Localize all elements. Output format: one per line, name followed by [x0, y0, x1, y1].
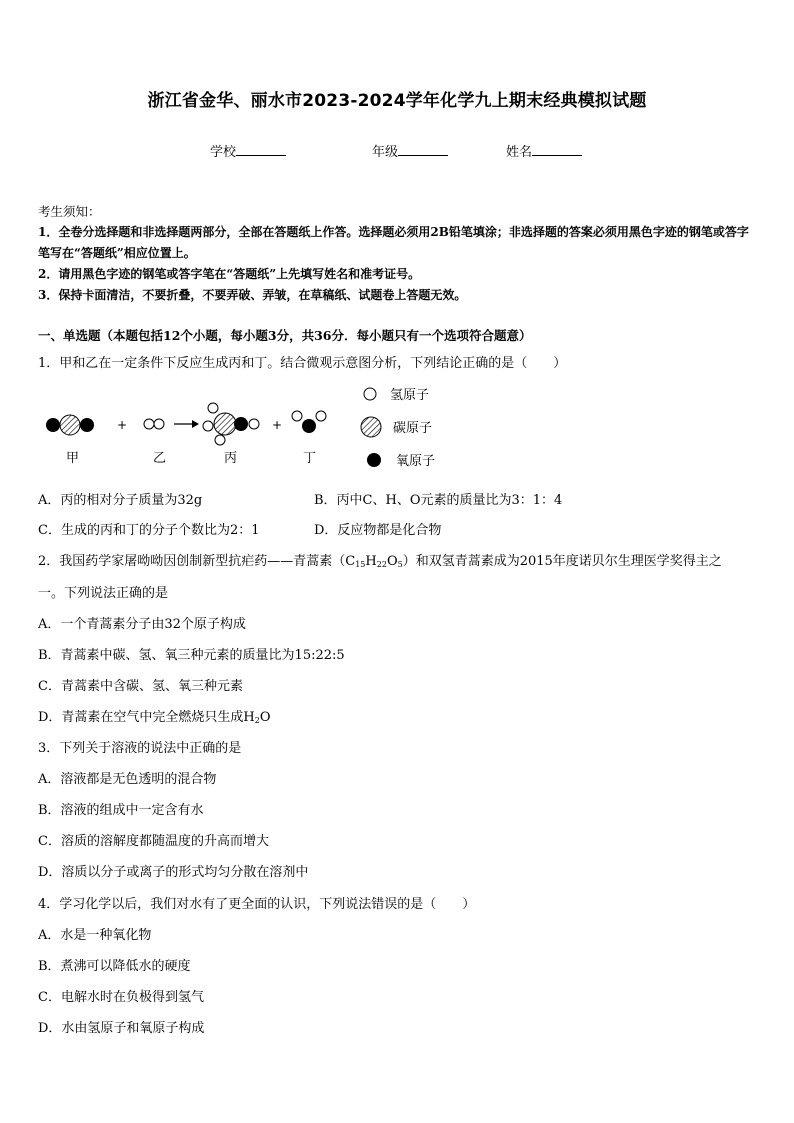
notice-item-1: 1．全卷分选择题和非选择题两部分，全部在答题纸上作答。选择题必须用2B铅笔填涂；非选择题的答案必须用黑色字迹的钢笔或答字笔写在“答题纸”相应位置上。 — [38, 225, 749, 260]
q2-stem-continued: 一。下列说法正确的是 — [38, 586, 169, 601]
q1-option-a[interactable]: A．丙的相对分子质量为32g — [38, 493, 203, 508]
hydrogen-atom — [154, 419, 164, 429]
molecule-yi — [144, 419, 164, 429]
hydrogen-legend-icon — [364, 388, 376, 400]
oxygen-atom — [46, 418, 60, 432]
q4-option-b[interactable]: B．煮沸可以降低水的硬度 — [38, 959, 191, 974]
q2-option-d[interactable] — [38, 706, 271, 725]
oxygen-legend-icon — [367, 453, 381, 467]
q1-option-b[interactable]: B．丙中C、H、O元素的质量比为3：1：4 — [314, 493, 563, 508]
hydrogen-atom — [144, 419, 154, 429]
molecule-jia — [46, 415, 94, 435]
molecule-ding — [292, 411, 326, 433]
plus-sign-1: + — [117, 418, 128, 432]
subscript: 5 — [397, 560, 403, 569]
label-jia: 甲 — [66, 451, 80, 466]
plus-sign-2: + — [272, 418, 283, 432]
legend-hydrogen: 氢原子 — [390, 388, 430, 403]
school-blank[interactable] — [236, 142, 286, 156]
hydrogen-atom — [249, 419, 259, 429]
q2-stem-part-2: ）和双氢青蒿素成为2015年度诺贝尔生理医学奖得主之 — [402, 554, 722, 569]
q1-stem: 1．甲和乙在一定条件下反应生成丙和丁。结合微观示意图分析，下列结论正确的是（ ） — [38, 356, 567, 371]
q2-option-d-text: D．青蒿素在空气中完全燃烧只生成H — [38, 710, 255, 725]
carbon-atom — [214, 413, 236, 435]
page-title: 浙江省金华、丽水市2023-2024学年化学九上期末经典模拟试题 — [147, 91, 647, 111]
q3-stem: 3．下列关于溶液的说法中正确的是 — [38, 741, 242, 756]
hydrogen-atom — [215, 435, 225, 445]
school-label: 学校 — [210, 145, 237, 160]
grade-blank[interactable] — [398, 142, 448, 156]
legend-oxygen: 氧原子 — [396, 454, 436, 469]
element-symbol: H — [365, 554, 377, 569]
subscript: 15 — [355, 560, 366, 569]
q4-option-a[interactable]: A．水是一种氧化物 — [38, 928, 152, 943]
reaction-diagram — [38, 380, 458, 480]
notice-item-2: 2．请用黑色字迹的钢笔或答字笔在“答题纸”上先填写姓名和准考证号。 — [38, 267, 421, 281]
notice-list — [38, 222, 758, 306]
label-ding: 丁 — [303, 451, 317, 466]
label-bing: 丙 — [224, 451, 238, 466]
q1-option-c[interactable]: C．生成的丙和丁的分子个数比为2：1 — [38, 523, 260, 538]
carbon-legend-icon — [361, 417, 381, 437]
student-info-row — [0, 141, 794, 161]
q2-option-b[interactable]: B．青蒿素中碳、氢、氧三种元素的质量比为15:22:5 — [38, 648, 345, 663]
q2-stem-part-1: 2．我国药学家屠呦呦因创制新型抗疟药——青蒿素（C — [38, 554, 356, 569]
molecule-bing — [203, 403, 259, 445]
grade-field[interactable] — [372, 141, 448, 160]
notice-heading: 考生须知： — [38, 204, 101, 219]
q1-option-d[interactable]: D．反应物都是化合物 — [314, 523, 442, 538]
notice-item-3: 3．保持卡面清洁，不要折叠，不要弄破、弄皱，在草稿纸、试题卷上答题无效。 — [38, 288, 467, 302]
subscript: 2 — [254, 716, 260, 725]
name-blank[interactable] — [532, 142, 582, 156]
q4-option-d[interactable]: D．水由氢原子和氧原子构成 — [38, 1021, 205, 1036]
hydrogen-atom — [292, 411, 302, 421]
name-field[interactable] — [506, 141, 582, 160]
oxygen-atom — [234, 417, 248, 431]
q3-option-c[interactable]: C．溶质的溶解度都随温度的升高而增大 — [38, 834, 269, 849]
q4-stem: 4．学习化学以后，我们对水有了更全面的认识，下列说法错误的是（ ） — [38, 897, 476, 912]
element-symbol: O — [386, 554, 398, 569]
name-label: 姓名 — [506, 145, 533, 160]
q4-option-c[interactable]: C．电解水时在负极得到氢气 — [38, 990, 204, 1005]
reaction-arrow-icon — [174, 420, 199, 428]
legend-carbon: 碳原子 — [393, 421, 433, 436]
oxygen-atom — [302, 419, 316, 433]
hydrogen-atom — [316, 411, 326, 421]
grade-label: 年级 — [372, 145, 399, 160]
hydrogen-atom — [203, 421, 213, 431]
subscript: 22 — [376, 560, 387, 569]
carbon-atom — [60, 415, 80, 435]
q2-option-a[interactable]: A．一个青蒿素分子由32个原子构成 — [38, 617, 246, 632]
q3-option-a[interactable]: A．溶液都是无色透明的混合物 — [38, 772, 217, 787]
label-yi: 乙 — [153, 451, 167, 466]
oxygen-atom — [80, 418, 94, 432]
atom-legend — [361, 388, 435, 469]
q2-option-c[interactable]: C．青蒿素中含碳、氢、氧三种元素 — [38, 679, 243, 694]
section-heading: 一、单选题（本题包括12个小题，每小题3分，共36分．每小题只有一个选项符合题意） — [38, 328, 532, 343]
hydrogen-atom — [208, 403, 218, 413]
q2-stem — [38, 550, 722, 569]
element-symbol: O — [259, 710, 271, 725]
school-field[interactable] — [210, 141, 286, 160]
q3-option-d[interactable]: D．溶质以分子或离子的形式均匀分散在溶剂中 — [38, 865, 309, 880]
q3-option-b[interactable]: B．溶液的组成中一定含有水 — [38, 803, 204, 818]
